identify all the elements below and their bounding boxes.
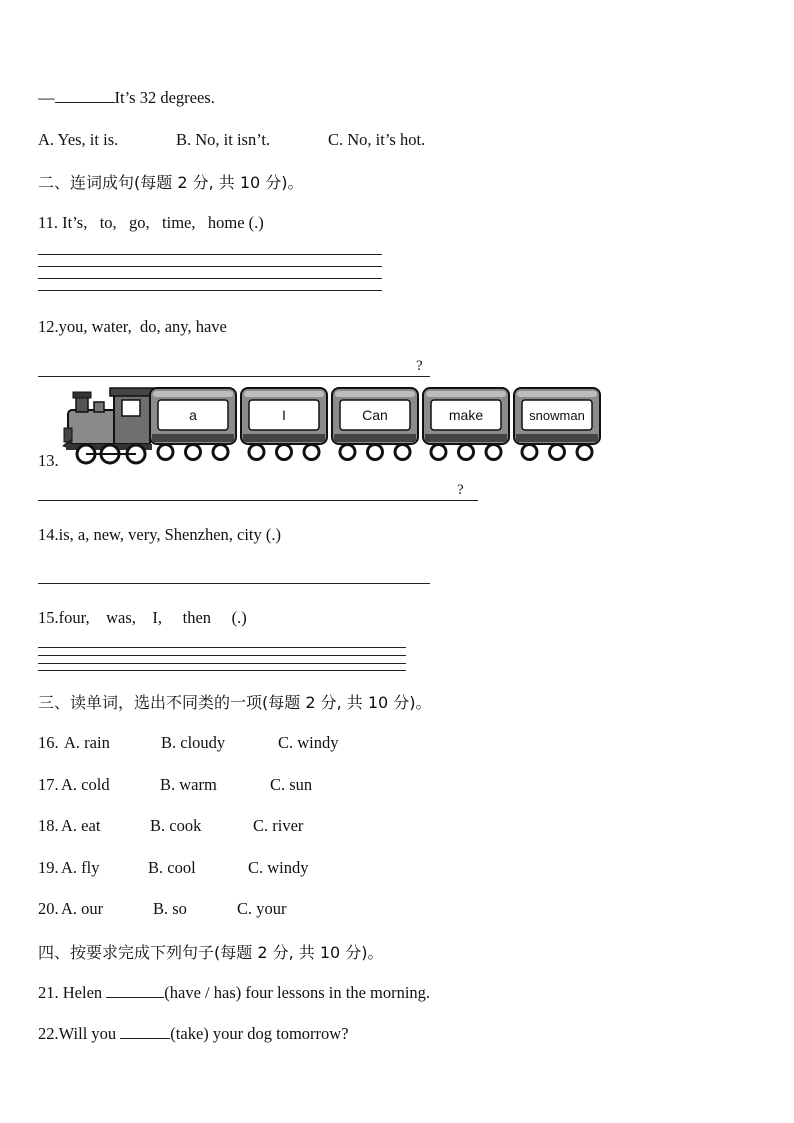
q11-prompt: 11. It’s, to, go, time, home (.) xyxy=(38,213,264,232)
option-c[interactable]: C. sun xyxy=(270,775,313,794)
answer-blank[interactable] xyxy=(120,1024,170,1039)
train-car xyxy=(332,388,418,460)
locomotive-icon xyxy=(62,388,154,463)
wheel-icon xyxy=(522,445,537,460)
wheel-icon xyxy=(340,445,355,460)
option-b[interactable]: B. so xyxy=(153,899,187,918)
option-a[interactable]: A. eat xyxy=(61,816,101,835)
wheel-icon xyxy=(186,445,201,460)
q20-row xyxy=(38,899,287,919)
question-mark: ? xyxy=(416,358,423,374)
answer-blank[interactable] xyxy=(106,983,164,998)
option-b[interactable]: B. cloudy xyxy=(161,733,226,752)
option-b[interactable]: B. cool xyxy=(148,858,196,877)
section2-title: 二、连词成句(每题 2 分, 共 10 分)。 xyxy=(38,173,304,192)
option-b[interactable]: B. cook xyxy=(150,816,202,835)
train-car xyxy=(150,388,236,460)
train-illustration xyxy=(58,384,604,466)
q13-number: 13. xyxy=(38,451,59,470)
answer-line[interactable] xyxy=(38,500,478,501)
wheel-icon xyxy=(249,445,264,460)
q10-options xyxy=(38,130,425,150)
wheel-icon xyxy=(213,445,228,460)
option-c[interactable]: C. river xyxy=(253,816,304,835)
option-a[interactable]: A. cold xyxy=(61,775,110,794)
train-car xyxy=(423,388,509,460)
q18-row xyxy=(38,816,303,836)
answer-blank[interactable] xyxy=(55,88,115,103)
q17-row xyxy=(38,775,312,795)
answer-line[interactable] xyxy=(38,663,406,664)
wheel-icon xyxy=(368,445,383,460)
answer-line[interactable] xyxy=(38,583,430,584)
train-car xyxy=(241,388,327,460)
train-word: snowman xyxy=(529,408,585,423)
wheel-icon xyxy=(459,445,474,460)
train-word: Can xyxy=(362,407,388,423)
question-number: 20. xyxy=(38,899,59,918)
option-c[interactable]: C. No, it’s hot. xyxy=(328,130,426,149)
option-b[interactable]: B. No, it isn’t. xyxy=(176,130,271,149)
option-a[interactable]: A. Yes, it is. xyxy=(38,130,119,149)
q12-prompt: 12.you, water, do, any, have xyxy=(38,317,227,336)
answer-line[interactable] xyxy=(38,254,382,255)
wheel-icon xyxy=(395,445,410,460)
question-number: 19. xyxy=(38,858,59,877)
q10-answer-line: — It’s 32 degrees. xyxy=(38,88,215,107)
answer-line[interactable] xyxy=(38,670,406,671)
answer-line[interactable] xyxy=(38,655,406,656)
q19-row xyxy=(38,858,309,878)
question-number: 18. xyxy=(38,816,59,835)
train-car xyxy=(514,388,600,460)
answer-line[interactable] xyxy=(38,647,406,648)
answer-line[interactable] xyxy=(38,278,382,279)
wheel-icon xyxy=(577,445,592,460)
q15-prompt: 15.four, was, I, then (.) xyxy=(38,608,247,627)
wheel-icon xyxy=(277,445,292,460)
wheel-icon xyxy=(486,445,501,460)
option-a[interactable]: A. fly xyxy=(61,858,100,877)
q22-row: 22.Will you (take) your dog tomorrow? xyxy=(38,1024,349,1043)
question-number: 16. xyxy=(38,733,59,752)
wheel-icon xyxy=(304,445,319,460)
answer-line[interactable] xyxy=(38,376,430,377)
option-c[interactable]: C. your xyxy=(237,899,287,918)
question-number: 17. xyxy=(38,775,59,794)
wheel-icon xyxy=(550,445,565,460)
option-a[interactable]: A. our xyxy=(61,899,104,918)
answer-line[interactable] xyxy=(38,290,382,291)
answer-line[interactable] xyxy=(38,266,382,267)
option-c[interactable]: C. windy xyxy=(278,733,339,752)
train-word: make xyxy=(448,407,484,423)
section4-title: 四、按要求完成下列句子(每题 2 分, 共 10 分)。 xyxy=(38,943,384,962)
option-c[interactable]: C. windy xyxy=(248,858,309,877)
train-word: a xyxy=(189,407,197,423)
option-a[interactable]: A. rain xyxy=(64,733,110,752)
section3-title: 三、读单词，选出不同类的一项(每题 2 分, 共 10 分)。 xyxy=(38,693,432,712)
wheel-icon xyxy=(158,445,173,460)
question-mark: ? xyxy=(457,482,464,498)
option-b[interactable]: B. warm xyxy=(160,775,217,794)
q21-row: 21. Helen (have / has) four lessons in the morning. xyxy=(38,983,431,1002)
train-word: I xyxy=(282,407,286,423)
q14-prompt: 14.is, a, new, very, Shenzhen, city (.) xyxy=(38,525,281,544)
q16-row xyxy=(38,733,339,753)
wheel-icon xyxy=(431,445,446,460)
